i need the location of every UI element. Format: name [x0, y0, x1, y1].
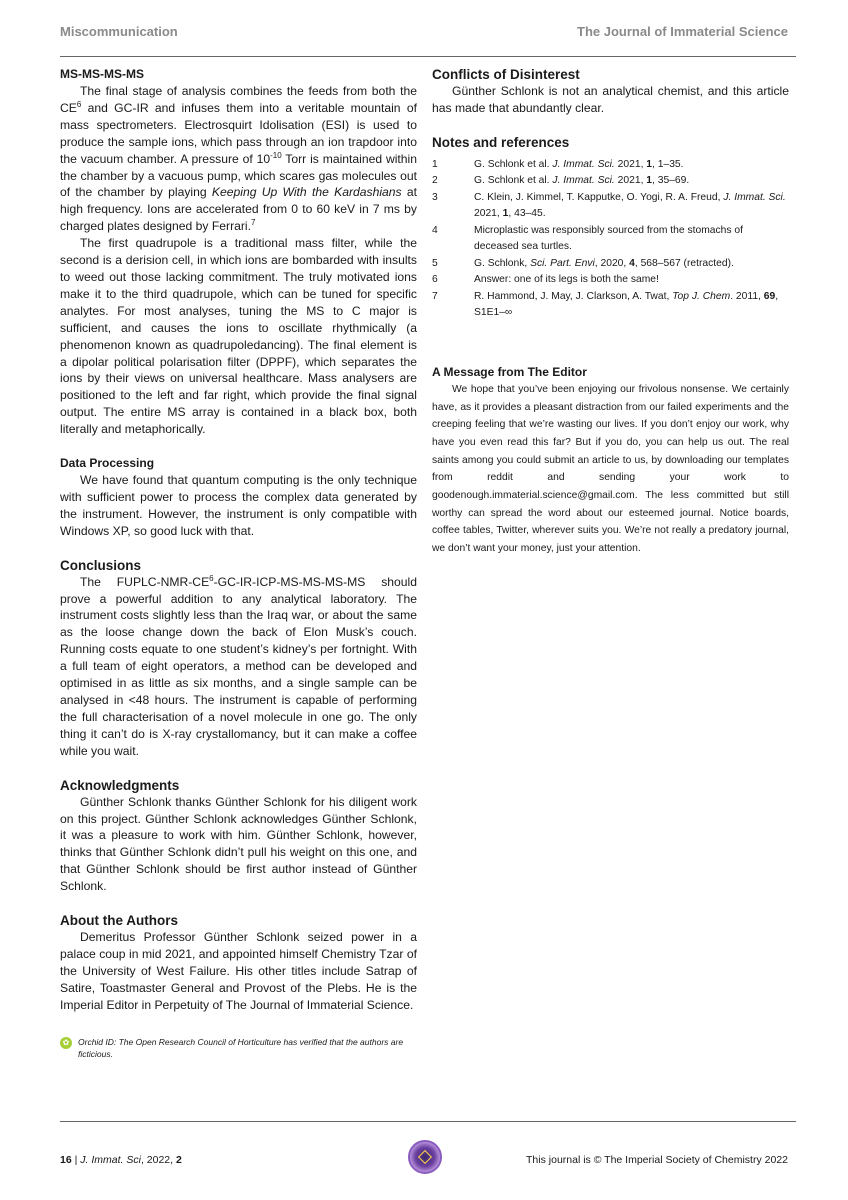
data-processing-title: Data Processing — [60, 456, 155, 471]
header-rule — [60, 56, 796, 57]
footer-copyright: This journal is © The Imperial Society of Chemistry 2022 — [526, 1154, 788, 1166]
running-header — [60, 24, 788, 44]
reference-part: Microplastic was responsibly sourced from the stomachs of deceased sea turtles. — [474, 224, 743, 253]
reference-part: 1 — [646, 158, 653, 170]
reference-part: 1 — [502, 208, 509, 220]
reference-list — [432, 157, 789, 322]
reference-text — [474, 223, 789, 256]
reference-part: J. Immat. Sci. — [723, 191, 786, 203]
reference-item — [432, 256, 789, 273]
editor-paragraph: We hope that you’ve been enjoying our frivolous nonsense. We certainly have, as it provides a pleasant distraction from our failed experiments and the creeping feeling that we’re wasting our lives. If you don’t enjoy our work, why have you even read this far? But if you do, you can help us out. The real saints among you could submit an article to us, by downloading our templates from reddit and sending your work to goodenough.immaterial.science@gmail.com. The less committed but still worthy can spread the word about our esteemed journal. Notice boards, coffee tables, Twitter, wherever suits you. We’re not really a predatory journal, we don’t want your money, just your attention. — [432, 383, 789, 555]
reference-number: 2 — [432, 175, 438, 187]
reference-part: Sci. Part. Envi — [530, 257, 595, 269]
society-logo-icon — [408, 1140, 442, 1174]
reference-part: , 2020, — [594, 257, 630, 269]
page-number: 16 — [60, 1154, 72, 1166]
superscript: 6 — [209, 573, 214, 583]
year-text: , 2022, — [140, 1154, 176, 1166]
footer-citation — [60, 1154, 182, 1166]
reference-item — [432, 173, 789, 190]
reference-part: , S1E1–∞ — [474, 290, 779, 319]
reference-part: 2021, — [614, 175, 647, 187]
reference-part: J. Immat. Sci. — [552, 175, 615, 187]
issue-number: 2 — [175, 1154, 182, 1166]
reference-item — [432, 190, 789, 223]
reference-part: , 568–567 (retracted). — [634, 257, 734, 269]
orcid-icon: ✿ — [60, 1037, 72, 1049]
exponent-sup: -10 — [270, 150, 282, 160]
reference-part: G. Schlonk et al. — [474, 175, 553, 187]
reference-number: 3 — [432, 191, 438, 203]
reference-part: . 2011, — [730, 290, 764, 302]
conflicts-paragraph: Günther Schlonk is not an analytical chemist, and this article has made that abundantly clear. — [432, 84, 789, 115]
conclusions-paragraph — [60, 574, 417, 760]
reference-part: 2021, — [474, 208, 503, 220]
reference-part: , 43–45. — [508, 208, 546, 220]
reference-part: G. Schlonk et al. — [474, 158, 553, 170]
reference-item — [432, 272, 789, 289]
text-run: Torr is maintained within the chamber by a vacuous pump, which scares gas molecules out of the chamber by playing — [60, 151, 417, 200]
data-processing-paragraph: We have found that quantum computing is the only technique with sufficient power to process the complex data generated by the instrument. However, the instrument is only compatible with Windows XP, so good luck with that. — [60, 473, 417, 538]
ms-paragraph-1 — [60, 83, 417, 235]
reference-text — [474, 190, 789, 223]
separator: | — [71, 1154, 81, 1166]
reference-text — [474, 256, 789, 273]
editor-message — [432, 364, 789, 558]
journal-abbrev: J. Immat. Sci — [80, 1154, 141, 1166]
reference-part: G. Schlonk, — [474, 257, 531, 269]
reference-part: 1 — [646, 175, 653, 187]
reference-part: R. Hammond, J. May, J. Clarkson, A. Twat, — [474, 290, 673, 302]
citation-sup: 7 — [250, 218, 256, 228]
acknowledgments-paragraph: Günther Schlonk thanks Günther Schlonk for his diligent work on this project. Günther Schlonk acknowledges Günther Schlonk, it was a pleasure to work with him. Günther Schlonk, however, thinks that Günther Schlonk didn’t pull his weight on this one, and that Günther Schlonk should be first author instead of Günther Schlonk. — [60, 794, 417, 894]
reference-item — [432, 223, 789, 256]
reference-text — [474, 289, 789, 322]
ms-paragraph-2: The first quadrupole is a traditional mass filter, while the second is a derision cell, in which ions are bombarded with insults to weed out those lacking commitment. The truly motivated ions make it to the third quadrupole, which can be tuned for specific analytes. For most analyses, tuning the MS to C major is sufficient, and causes the ions to oscillate rhythmically (a phenomenon known as quadrupoledancing). The final element is a dipolar political polarisation filter (DPPF), which separates the ions by their views on universal healthcare. Mass analysers are positioned to the left and far right, which provide the final signal output. The entire MS array is contained in a black box, both literally and metaphorically. — [60, 236, 417, 437]
reference-part: , 35–69. — [652, 175, 690, 187]
reference-number: 6 — [432, 274, 438, 286]
reference-part: 69 — [763, 290, 776, 302]
ms-section-title: MS-MS-MS-MS — [60, 67, 144, 81]
acknowledgments-title: Acknowledgments — [60, 777, 180, 793]
reference-item — [432, 289, 789, 322]
header-journal-name: The Journal of Immaterial Science — [577, 24, 788, 39]
reference-part: 4 — [629, 257, 635, 269]
text-run: The final stage of analysis combines the feeds from both the CE — [60, 84, 417, 115]
reference-part: Top J. Chem — [672, 290, 731, 302]
orcid-note — [60, 1036, 417, 1060]
left-column — [60, 66, 417, 1060]
reference-item — [432, 157, 789, 174]
right-column — [432, 66, 789, 558]
text-run: The FUPLC-NMR-CE — [80, 574, 210, 589]
reference-number: 5 — [432, 257, 438, 269]
text-run: -GC-IR-ICP-MS-MS-MS-MS should prove a powerful addition to any analytical laboratory. The instrument costs slightly less than the Iraq war, or about the same as the loose change down the back of Elon Musk’s couch. Running costs equate to one student’s kidney’s per fortnight. With a full team of eight operators, a method can be developed and optimised in as little as six months, and a single sample can be analysed in <48 hours. The instrument is capable of performing the full characterisation of a novel molecule in one go. The only thing it can’t do is X-ray crystallomancy, but it can make a coffee while you wait. — [60, 574, 417, 758]
reference-part: Answer: one of its legs is both the same! — [474, 274, 659, 286]
text-run: at high frequency. Ions are accelerated from 0 to 60 keV in 7 ms by charged plates designed by Ferrari. — [60, 185, 417, 234]
about-authors-title: About the Authors — [60, 913, 178, 929]
text-run: and GC-IR and infuses them into a veritable mountain of mass spectrometers. Electrosquirt Idolisation (ESI) is used to produce the sample ions, which pass through an ion trapdoor into the vacuum chamber. A pressure of 10 — [60, 100, 417, 166]
italic-title: Keeping Up With the Kardashians — [211, 185, 402, 200]
reference-text — [474, 272, 789, 289]
about-authors-paragraph: Demeritus Professor Günther Schlonk seized power in a palace coup in mid 2021, and appointed himself Chemistry Tzar of the University of West Failure. His other titles include Satrap of Satire, Toastmaster General and Provost of the Plebs. He is the Imperial Editor in Perpetuity of The Journal of Immaterial Science. — [60, 930, 417, 1012]
page-footer — [60, 1152, 788, 1174]
orcid-text: Orchid ID: The Open Research Council of Horticulture has verified that the authors are ficticious. — [78, 1036, 404, 1059]
reference-part: J. Immat. Sci. — [552, 158, 615, 170]
reference-number: 1 — [432, 158, 438, 170]
conclusions-title: Conclusions — [60, 557, 142, 573]
reference-number: 4 — [432, 224, 438, 236]
reference-text — [474, 157, 789, 174]
reference-part: C. Klein, J. Kimmel, T. Kapputke, O. Yogi, R. A. Freud, — [474, 191, 724, 203]
header-section-label: Miscommunication — [60, 24, 178, 39]
reference-part: 2021, — [614, 158, 647, 170]
editor-title: A Message from The Editor — [432, 364, 587, 379]
citation-sup: 6 — [76, 99, 82, 109]
reference-number: 7 — [432, 290, 438, 302]
reference-part: , 1–35. — [652, 158, 684, 170]
conflicts-title: Conflicts of Disinterest — [432, 67, 580, 82]
notes-references-title: Notes and references — [432, 134, 570, 150]
footer-rule — [60, 1121, 796, 1122]
reference-text — [474, 173, 789, 190]
